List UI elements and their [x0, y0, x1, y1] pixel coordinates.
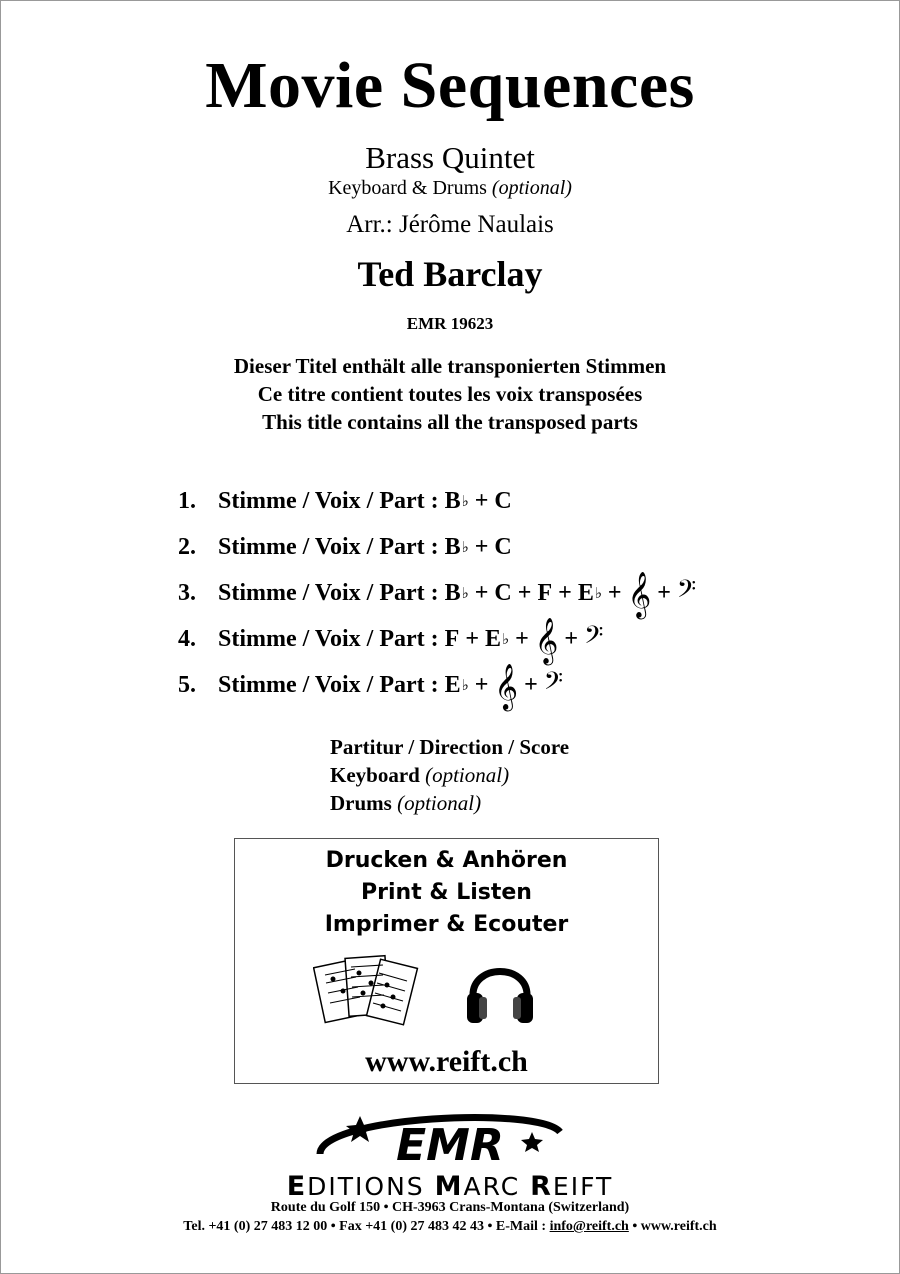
key-f: F — [537, 579, 553, 606]
headphones-icon — [463, 953, 537, 1029]
part-label: Stimme / Voix / Part : — [218, 625, 445, 652]
score-line: Partitur / Direction / Score — [330, 735, 570, 759]
plus: + — [511, 579, 538, 606]
plus: + — [468, 579, 495, 606]
treble-clef-icon: 𝄞 — [494, 664, 519, 710]
publisher-eift: EIFT — [552, 1172, 614, 1201]
key-f: F — [444, 625, 460, 652]
treble-clef-icon: 𝄞 — [534, 618, 559, 664]
notice-line-french: Ce titre contient toutes les voix transposées — [257, 382, 643, 406]
phone-fax: Tel. +41 (0) 27 483 12 00 • Fax +41 (0) 27 483 42 43 • E-Mail : — [183, 1219, 550, 1234]
plus: + — [468, 487, 495, 514]
part-number: 3. — [178, 579, 196, 606]
plus: + — [651, 579, 677, 606]
additional-parts — [330, 733, 569, 817]
plus: + — [468, 671, 495, 698]
arranger: Arr.: Jérôme Naulais — [346, 211, 554, 238]
promo-line-german: Drucken & Anhören — [325, 848, 568, 873]
promo-line-english: Print & Listen — [361, 880, 532, 905]
part-label: Stimme / Voix / Part : — [218, 487, 445, 514]
flat-sign: ♭ — [461, 677, 469, 694]
plus: + — [558, 625, 585, 652]
publisher-r: R — [530, 1171, 553, 1202]
part-label: Stimme / Voix / Part : — [218, 579, 445, 606]
promo-text — [235, 845, 658, 941]
keyboard-label: Keyboard — [330, 763, 426, 787]
plus: + — [518, 671, 544, 698]
flat-sign: ♭ — [461, 585, 469, 602]
flat-sign: ♭ — [461, 493, 469, 510]
drums-line — [330, 789, 569, 817]
document-title: Movie Sequences — [205, 49, 695, 122]
website-link[interactable]: www.reift.ch — [365, 1045, 528, 1078]
emr-logo — [300, 1106, 600, 1176]
notice-line-english: This title contains all the transposed parts — [262, 410, 638, 434]
bass-clef-icon: 𝄢 — [676, 575, 697, 610]
part-label: Stimme / Voix / Part : — [218, 671, 445, 698]
part-row-3 — [178, 570, 696, 616]
drums-label: Drums — [330, 791, 398, 815]
plus: + — [552, 579, 578, 606]
part-number: 4. — [178, 625, 196, 652]
part-label: Stimme / Voix / Part : — [218, 533, 445, 560]
optional-note: (optional) — [491, 177, 572, 199]
composer: Ted Barclay — [357, 254, 543, 294]
key-b: B — [444, 533, 461, 560]
plus: + — [601, 579, 628, 606]
transposition-notice — [0, 352, 900, 436]
bass-clef-icon: 𝄢 — [584, 621, 604, 656]
publisher-m: M — [434, 1171, 464, 1202]
logo-text: EMR — [396, 1120, 504, 1171]
key-c: C — [494, 487, 512, 514]
keyboard-line — [330, 761, 569, 789]
key-c: C — [494, 533, 512, 560]
catalog-number: EMR 19623 — [406, 314, 494, 333]
publisher-name — [0, 1171, 900, 1202]
promo-line-french: Imprimer & Ecouter — [324, 912, 569, 937]
key-e: E — [577, 579, 594, 606]
website-text: • www.reift.ch — [628, 1219, 717, 1234]
print-listen-box — [234, 838, 659, 1084]
publisher-ditions: DITIONS — [307, 1172, 435, 1201]
key-e: E — [444, 671, 461, 698]
plus: + — [509, 625, 535, 652]
treble-clef-icon: 𝄞 — [627, 572, 652, 618]
part-row-1 — [178, 478, 696, 524]
flat-sign: ♭ — [594, 585, 602, 602]
optional-note: (optional) — [397, 791, 482, 815]
plus: + — [459, 625, 485, 652]
part-row-5 — [178, 662, 696, 708]
flat-sign: ♭ — [502, 631, 510, 648]
key-c: C — [494, 579, 512, 606]
part-row-2 — [178, 524, 696, 570]
part-number: 2. — [178, 533, 196, 560]
plus: + — [468, 533, 495, 560]
key-b: B — [444, 487, 461, 514]
part-number: 5. — [178, 671, 196, 698]
promo-icons — [235, 951, 658, 1031]
part-number: 1. — [178, 487, 196, 514]
flat-sign: ♭ — [461, 539, 469, 556]
contact-line — [0, 1219, 900, 1235]
sheet-music-icon — [313, 951, 421, 1031]
address-line: Route du Golf 150 • CH-3963 Crans-Montana (Switzerland) — [270, 1200, 630, 1215]
parts-list — [178, 478, 696, 708]
publisher-e: E — [286, 1171, 308, 1202]
email-link[interactable]: info@reift.ch — [549, 1219, 629, 1234]
publisher-arc: ARC — [463, 1172, 531, 1201]
subtitle: Brass Quintet — [365, 140, 535, 175]
instrumentation-text: Keyboard & Drums — [328, 177, 492, 199]
key-b: B — [444, 579, 461, 606]
notice-line-german: Dieser Titel enthält alle transponierten Stimmen — [233, 354, 667, 378]
key-e: E — [485, 625, 502, 652]
part-row-4 — [178, 616, 696, 662]
instrumentation — [0, 177, 900, 200]
optional-note: (optional) — [425, 763, 510, 787]
bass-clef-icon: 𝄢 — [543, 667, 564, 702]
